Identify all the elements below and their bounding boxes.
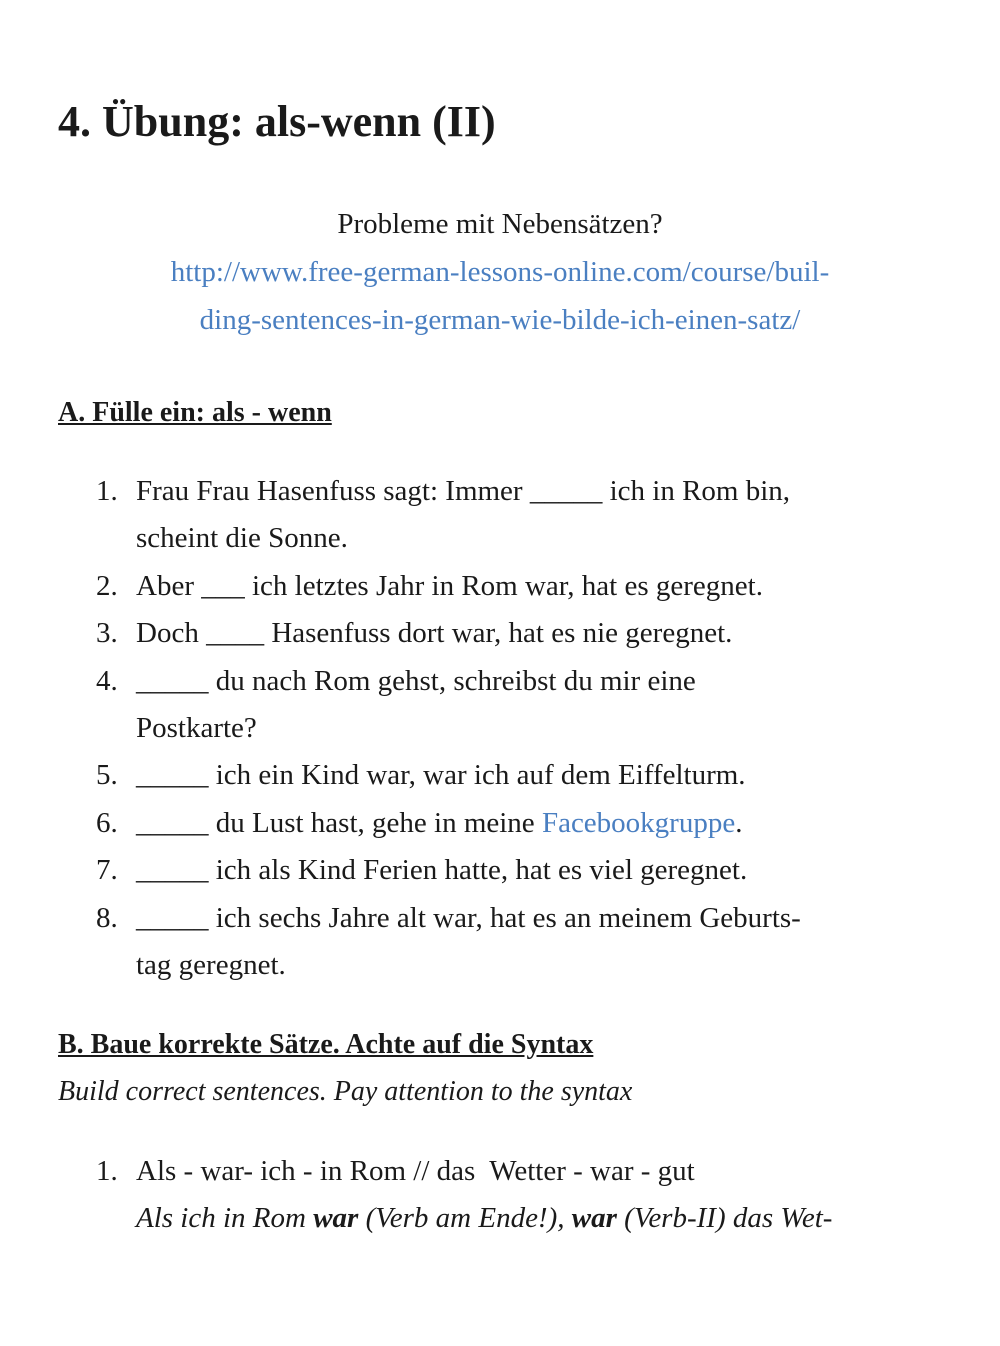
item-number: 7. (96, 854, 118, 887)
item-text: _____ du nach Rom gehst, schreibst du mir eine Postkarte? (136, 664, 696, 745)
item-prompt: Als - war- ich - in Rom // das Wetter - war - gut (136, 1155, 695, 1187)
item-number: 6. (96, 806, 118, 839)
item-number: 3. (96, 617, 118, 650)
lesson-link-line-2[interactable]: ding-sentences-in-german-wie-bilde-ich-einen-satz/ (199, 304, 801, 336)
section-a-list (96, 468, 936, 989)
item-text: Frau Frau Hasenfuss sagt: Immer _____ ich in Rom bin, scheint die Sonne. (136, 475, 791, 555)
intro-question: Probleme mit Nebensätzen? (337, 208, 663, 240)
section-b-list (96, 1148, 936, 1243)
list-item (96, 658, 936, 753)
item-number: 8. (96, 901, 118, 934)
section-b-subtitle: Build correct sentences. Pay attention to the syntax (58, 1076, 633, 1107)
item-text: _____ ich als Kind Ferien hatte, hat es viel geregnet. (136, 854, 748, 887)
list-item (96, 1148, 936, 1243)
item-number: 2. (96, 569, 118, 602)
item-number: 1. (96, 475, 118, 507)
list-item (96, 468, 936, 563)
list-item (96, 847, 936, 894)
item-text: Doch ____ Hasenfuss dort war, hat es nie geregnet. (136, 617, 733, 650)
item-text: _____ ich sechs Jahre alt war, hat es an meinem Geburts- tag geregnet. (136, 901, 801, 982)
list-item (96, 895, 936, 990)
answer-verb: war (571, 1202, 617, 1235)
list-item (96, 610, 936, 657)
list-item (96, 563, 936, 610)
list-item (96, 752, 936, 799)
item-text: _____ ich ein Kind war, war ich auf dem Eiffelturm. (136, 759, 746, 792)
section-a-heading: A. Fülle ein: als - wenn (58, 397, 332, 428)
answer-part: (Verb am Ende!), (358, 1202, 572, 1235)
item-text: Aber ___ ich letztes Jahr in Rom war, hat es geregnet. (136, 569, 763, 602)
item-text-end: . (735, 806, 743, 839)
answer-part: (Verb-II) das Wet- (616, 1202, 833, 1235)
list-item (96, 800, 936, 847)
item-number: 5. (96, 759, 118, 792)
facebook-group-link[interactable]: Facebookgruppe (541, 806, 736, 839)
item-answer (136, 1195, 936, 1242)
section-b-heading: B. Baue korrekte Sätze. Achte auf die Syntax (58, 1029, 594, 1060)
page-title: 4. Übung: als-wenn (II) (58, 97, 496, 146)
item-text: _____ du Lust hast, gehe in meine (136, 806, 542, 839)
item-number: 1. (96, 1155, 118, 1187)
answer-part: Als ich in Rom (136, 1202, 314, 1235)
answer-verb: war (313, 1202, 359, 1235)
item-number: 4. (96, 664, 118, 697)
intro-block (0, 200, 1000, 344)
lesson-link-line-1[interactable]: http://www.free-german-lessons-online.com/course/buil- (170, 256, 830, 288)
